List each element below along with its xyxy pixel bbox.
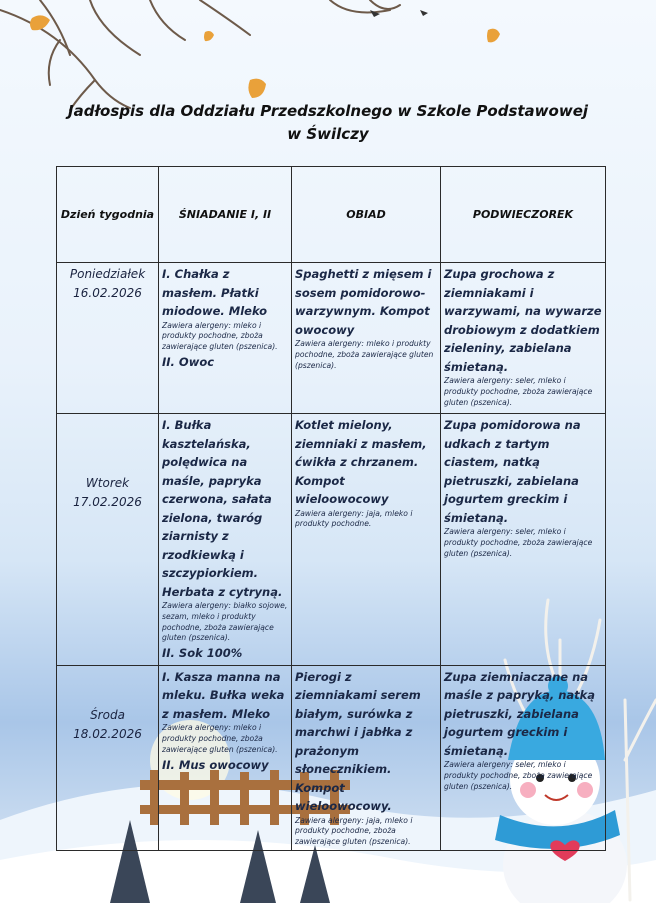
lunch-cell [292, 414, 441, 666]
meal-text: Zupa pomidorowa na udkach z tartym ciastem, natką pietruszki, zabielana jogurtem greckim i śmietaną. [444, 418, 581, 525]
header-snack: PODWIECZOREK [441, 167, 606, 263]
day-name: Poniedziałek [69, 267, 146, 281]
table-header-row [57, 167, 606, 263]
table-row [57, 414, 606, 666]
title-line-1: Jadłospis dla Oddziału Przedszkolnego w Szkole Podstawowej [67, 102, 589, 120]
meal-text: I. Chałka z masłem. Płatki miodowe. Mleko [162, 267, 268, 318]
branch-decoration [330, 0, 400, 12]
meal-text: Zupa ziemniaczane na maśle z papryką, natką pietruszki, zabielana jogurtem greckim i śmietaną. [444, 669, 596, 758]
table-row [57, 263, 606, 414]
snack-cell [441, 414, 606, 666]
allergen-note: Zawiera alergeny: mleko i produkty pochodne, zboża zawierające gluten (pszenica). [295, 339, 434, 370]
meal-text: Kotlet mielony, ziemniaki z masłem, ćwikła z chrzanem. Kompot wieloowocowy [295, 418, 427, 506]
meal-extra: II. Sok 100% [162, 646, 243, 661]
meal-text: Spaghetti z mięsem i sosem pomidorowo-warzywnym. Kompot owocowy [295, 267, 432, 337]
breakfast-cell [159, 263, 292, 414]
lunch-cell [292, 665, 441, 850]
snack-cell [441, 665, 606, 850]
allergen-note: Zawiera alergeny: jaja, mleko i produkty pochodne. [295, 508, 413, 529]
day-date: 18.02.2026 [73, 726, 142, 741]
day-cell [57, 665, 159, 850]
allergen-note: Zawiera alergeny: jaja, mleko i produkty pochodne, zboża zawierające gluten (pszenica). [295, 815, 413, 847]
allergen-note: Zawiera alergeny: mleko i produkty pochodne, zboża zawierające gluten (pszenica). [162, 723, 278, 754]
table-row [57, 665, 606, 850]
allergen-note: Zawiera alergeny: seler, mleko i produkty pochodne, zboża zawierające gluten (pszenica). [444, 760, 593, 791]
snack-cell [441, 263, 606, 414]
day-cell [57, 414, 159, 666]
day-cell [57, 263, 159, 414]
meal-text: I. Kasza manna na mleku. Bułka weka z masłem. Mleko [162, 669, 285, 721]
day-name: Środa [90, 707, 125, 722]
breakfast-cell [159, 665, 292, 850]
menu-table [56, 166, 606, 851]
day-date: 17.02.2026 [73, 495, 142, 509]
meal-extra: II. Mus owocowy [162, 757, 269, 772]
meal-text: I. Bułka kasztelańska, polędwica na maśle, papryka czerwona, sałata zielona, twaróg ziarnisty z rzodkiewką i szczypiorkiem. Herbata z cytryną. [162, 418, 283, 599]
meal-text: Pierogi z ziemniakami serem białym, surówka z marchwi i jabłka z prażonym słonecznikiem. Kompot wieloowocowy. [295, 669, 421, 814]
header-day: Dzień tygodnia [57, 167, 159, 263]
header-lunch: OBIAD [292, 167, 441, 263]
breakfast-cell [159, 414, 292, 666]
allergen-note: Zawiera alergeny: mleko i produkty pochodne, zboża zawierające gluten (pszenica). [162, 320, 278, 352]
meal-text: Zupa grochowa z ziemniakami i warzywami, na wywarze drobiowym z dodatkiem zieleniny, zabielana śmietaną. [444, 267, 602, 374]
lunch-cell [292, 263, 441, 414]
title-line-2: w Świlczy [287, 125, 369, 143]
day-name: Wtorek [85, 476, 130, 490]
header-breakfast: ŚNIADANIE I, II [159, 167, 292, 263]
meal-extra: II. Owoc [162, 354, 215, 369]
day-date: 16.02.2026 [73, 286, 142, 300]
allergen-note: Zawiera alergeny: białko sojowe, sezam, mleko i produkty pochodne, zboża zawierające gluten (pszenica). [162, 601, 288, 643]
allergen-note: Zawiera alergeny: seler, mleko i produkty pochodne, zboża zawierające gluten (pszenica). [444, 376, 593, 407]
allergen-note: Zawiera alergeny: seler, mleko i produkty pochodne, zboża zawierające gluten (pszenica). [444, 527, 593, 558]
page-title [0, 100, 656, 146]
